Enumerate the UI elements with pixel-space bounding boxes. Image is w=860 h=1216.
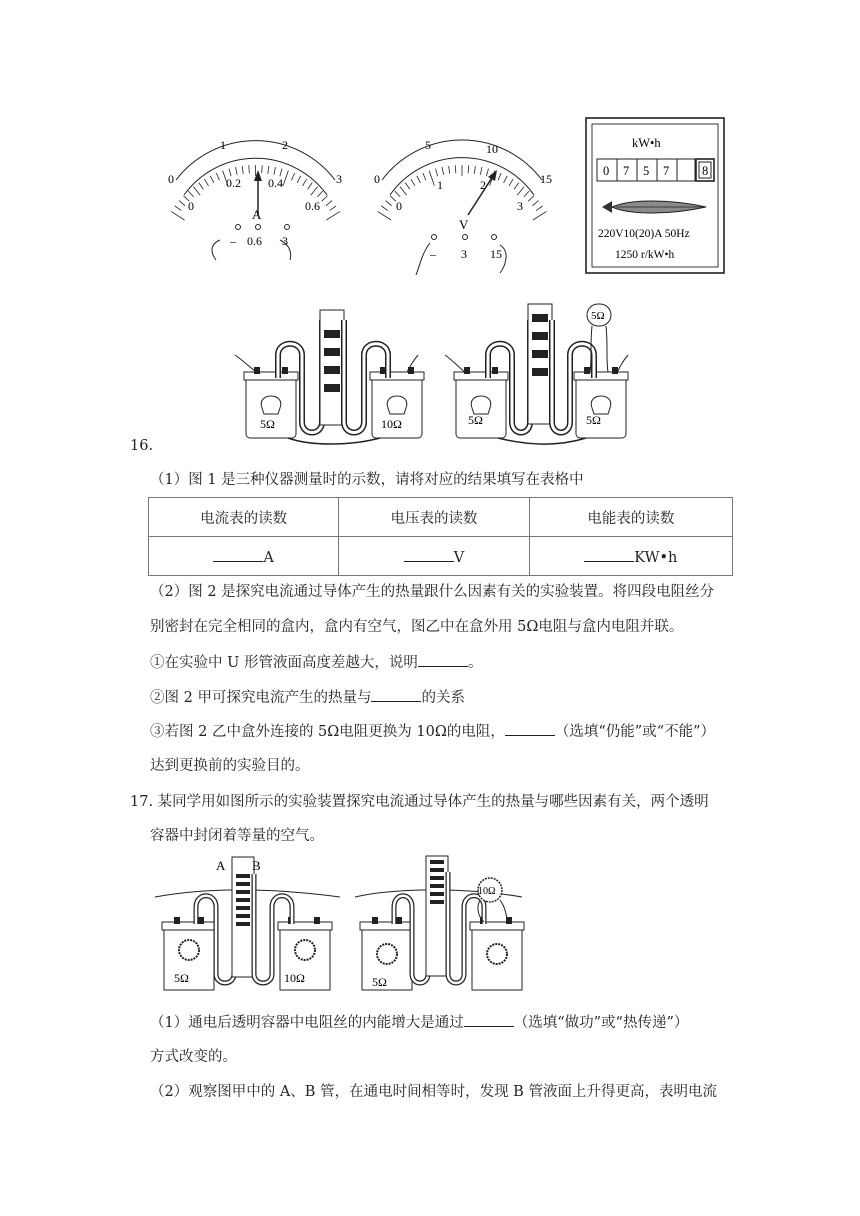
answer-blank[interactable] <box>584 547 634 562</box>
ammeter-top-2: 2 <box>282 138 288 152</box>
q16-item1 <box>150 652 482 673</box>
q16-item2-end: 的关系 <box>421 690 465 706</box>
readings-table <box>148 497 733 576</box>
q16-part1-text: （1）图 1 是三种仪器测量时的示数，请将对应的结果填写在表格中 <box>150 472 584 488</box>
meter-tick <box>242 166 243 174</box>
meter-tick <box>249 165 250 173</box>
fig2-external-resistor: 5Ω <box>591 310 605 322</box>
meter-tick <box>274 167 276 175</box>
voltmeter-top-5: 5 <box>425 138 431 152</box>
meter-tick <box>517 187 524 196</box>
meter-tick <box>480 167 482 175</box>
meter-tick <box>442 167 444 175</box>
meter-tick <box>498 173 501 180</box>
meter-tick <box>504 176 508 183</box>
meter-tick <box>455 165 456 173</box>
figure-2-apparatus <box>230 300 640 450</box>
unit-kwh: KW•h <box>634 549 678 566</box>
q17-part1-line2: 方式改变的。 <box>150 1049 237 1065</box>
q16-item3-options: （选填“仍能”或“不能”） <box>554 724 716 740</box>
energy-meter-constant: 1250 r/kW•h <box>615 249 675 261</box>
figure-1-meters <box>150 115 735 285</box>
meter-tick <box>199 183 204 190</box>
meter-tick <box>390 196 396 202</box>
q17-line2: 容器中封闭着等量的空气。 <box>150 828 324 844</box>
ammeter-terminal-neg: – <box>230 234 236 248</box>
meter-tick <box>400 187 407 196</box>
meter-tick <box>326 201 332 206</box>
figure-2-right-setup <box>445 304 628 444</box>
voltmeter-terminal-neg: – <box>430 247 436 261</box>
energy-digit-3: 5 <box>643 164 650 178</box>
q16-item3-text: ③若图 2 乙中盒外连接的 5Ω电阻更换为 10Ω的电阻， <box>150 724 505 740</box>
header-ammeter-reading: 电流表的读数 <box>149 498 339 537</box>
table-answer-row <box>149 537 733 576</box>
unit-a: A <box>263 549 274 566</box>
energy-meter-unit: kW•h <box>632 136 661 150</box>
ammeter-unit: A <box>252 207 262 222</box>
fig2-left-box1-resistor: 5Ω <box>260 417 275 431</box>
meter-tick <box>283 171 288 186</box>
ammeter-bottom-3: 0.6 <box>305 199 320 213</box>
voltmeter-terminal-3: 3 <box>461 247 467 261</box>
meter-tick <box>308 183 313 190</box>
voltmeter-bottom-0: 0 <box>396 199 402 213</box>
fig2-right-box1-resistor: 5Ω <box>468 413 483 427</box>
meter-tick <box>171 211 185 220</box>
q17-part1-text: （1）通电后透明容器中电阻丝的内能增大是通过 <box>150 1015 464 1031</box>
answer-blank[interactable] <box>371 687 421 702</box>
voltmeter-bottom-1: 1 <box>437 178 443 192</box>
meter-tick <box>528 196 534 202</box>
meter-tick <box>262 165 263 173</box>
meter-tick <box>175 206 181 211</box>
ammeter-top-0: 0 <box>168 172 174 186</box>
voltmeter-terminal-15: 15 <box>490 247 502 261</box>
meter-tick <box>193 187 200 196</box>
meter-tick <box>292 173 295 180</box>
meter-tick <box>179 201 185 206</box>
figure-17-apparatus <box>150 852 530 1002</box>
question-16-number: 16. <box>130 438 154 454</box>
ammeter-terminal-06: 0.6 <box>247 234 262 248</box>
meter-tick <box>486 169 488 177</box>
voltmeter-bottom-2: 2 <box>480 178 486 192</box>
ammeter-bottom-2: 0.4 <box>268 176 283 190</box>
header-energy-meter-reading: 电能表的读数 <box>529 498 732 537</box>
meter-tick <box>216 173 219 180</box>
q16-item3-line2: 达到更换前的实验目的。 <box>150 758 310 774</box>
meter-tick <box>405 183 410 190</box>
answer-cell-energy[interactable] <box>529 537 732 576</box>
q16-item1-text: ①在实验中 U 形管液面高度差越大，说明 <box>150 655 418 671</box>
meter-tick <box>204 179 208 186</box>
ammeter-top-1: 1 <box>220 138 226 152</box>
figure-17-right-setup <box>355 856 524 990</box>
unit-v: V <box>453 549 465 566</box>
meter-tick <box>268 166 269 174</box>
voltmeter <box>374 138 552 275</box>
q16-part2-line1: （2）图 2 是探究电流通过导体产生的热量跟什么因素有关的实验装置。将四段电阻丝分 <box>150 584 715 600</box>
voltmeter-top-10: 10 <box>486 142 498 156</box>
meter-tick <box>474 166 475 174</box>
energy-digit-2: 7 <box>623 164 630 178</box>
meter-tick <box>417 176 421 183</box>
fig2-right-box2-resistor: 5Ω <box>586 413 601 427</box>
energy-digit-decimal: 8 <box>702 164 709 178</box>
voltmeter-top-15: 15 <box>540 172 552 186</box>
fig17-external-resistor: 10Ω <box>478 886 496 897</box>
meter-tick <box>509 179 513 186</box>
answer-blank[interactable] <box>404 547 454 562</box>
q17-part1-options: （选填“做功”或“热传递”） <box>513 1015 689 1031</box>
fig17-left-box1-resistor: 5Ω <box>174 971 189 985</box>
ammeter-bottom-0: 0 <box>188 199 194 213</box>
answer-blank[interactable] <box>464 1012 514 1027</box>
fig17-left-box2-resistor: 10Ω <box>284 971 305 985</box>
fig2-left-box2-resistor: 10Ω <box>381 417 402 431</box>
q16-item1-end: 。 <box>467 655 483 671</box>
tube-label-b: B <box>252 858 261 873</box>
q16-item2 <box>150 687 465 708</box>
meter-tick <box>322 196 328 202</box>
energy-digit-1: 0 <box>603 164 610 178</box>
q16-item3 <box>150 721 715 742</box>
meter-tick <box>436 169 438 177</box>
meter-tick <box>326 211 340 220</box>
answer-blank[interactable] <box>505 721 555 736</box>
q17-part1 <box>150 1012 688 1033</box>
answer-blank[interactable] <box>213 547 263 562</box>
voltmeter-bottom-3: 3 <box>517 199 523 213</box>
answer-cell-current[interactable] <box>149 537 339 576</box>
table-header-row <box>149 498 733 537</box>
ammeter-bottom-1: 0.2 <box>226 176 241 190</box>
voltmeter-top-0: 0 <box>374 172 380 186</box>
meter-tick <box>532 201 538 206</box>
meter-tick <box>381 206 387 211</box>
q16-item2-text: ②图 2 甲可探究电流产生的热量与 <box>150 690 372 706</box>
header-voltmeter-reading: 电压表的读数 <box>339 498 529 537</box>
answer-cell-voltage[interactable] <box>339 537 529 576</box>
ammeter-terminal-3: 3 <box>282 234 288 248</box>
energy-meter <box>586 118 724 273</box>
meter-tick <box>385 201 391 206</box>
meter-tick <box>210 176 214 183</box>
meter-tick <box>524 191 529 197</box>
energy-meter-rating: 220V10(20)A 50Hz <box>598 228 690 240</box>
meter-tick <box>429 171 434 186</box>
meter-tick <box>536 206 542 211</box>
meter-tick <box>297 176 301 183</box>
answer-blank[interactable] <box>418 652 468 667</box>
meter-tick <box>449 166 450 174</box>
energy-digit-4: 7 <box>663 164 670 178</box>
meter-tick <box>411 179 415 186</box>
meter-tick <box>468 165 469 173</box>
meter-tick <box>302 179 306 186</box>
meter-tick <box>236 167 238 175</box>
ammeter <box>168 138 342 260</box>
meter-tick <box>188 191 193 197</box>
meter-tick <box>378 211 392 220</box>
figure-17-left-setup <box>155 857 340 990</box>
figure-2-left-setup <box>235 310 424 444</box>
voltmeter-unit: V <box>459 217 469 232</box>
q17-line1: 17. 某同学用如图所示的实验装置探究电流通过导体产生的热量与哪些因素有关，两个透明 <box>130 794 709 810</box>
meter-tick <box>395 191 400 197</box>
q17-part2: （2）观察图甲中的 A、B 管，在通电时间相等时，发现 B 管液面上升得更高，表明电流 <box>150 1084 717 1100</box>
fig17-right-box1-resistor: 5Ω <box>372 975 387 989</box>
meter-tick <box>317 191 322 197</box>
q16-part2-line2: 别密封在完全相同的盒内，盒内有空气，图乙中在盒外用 5Ω电阻与盒内电阻并联。 <box>150 619 684 635</box>
ammeter-top-3: 3 <box>336 172 342 186</box>
meter-tick <box>514 183 519 190</box>
meter-tick <box>423 173 426 180</box>
meter-tick <box>330 206 336 211</box>
meter-tick <box>311 187 318 196</box>
tube-label-a: A <box>216 858 226 873</box>
meter-tick <box>533 211 547 220</box>
